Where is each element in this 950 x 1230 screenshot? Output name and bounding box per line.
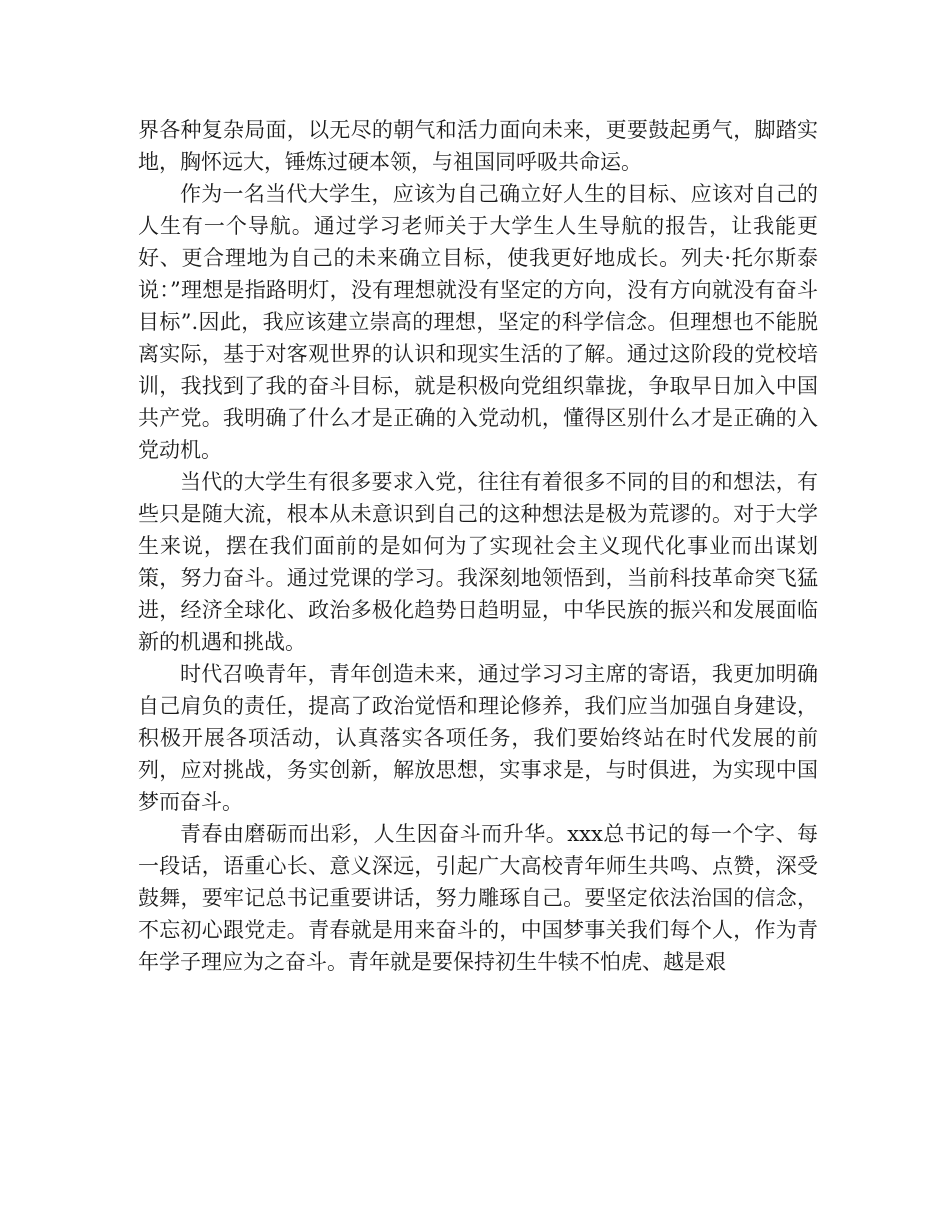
paragraph-2: 作为一名当代大学生，应该为自己确立好人生的目标、应该对自己的人生有一个导航。通过学习老师关于大学生人生导航的报告，让我能更好、更合理地为自己的未来确立目标，使我更好地成长。列夫·托尔斯泰说：”理想是指路明灯，没有理想就没有坚定的方向，没有方向就没有奋斗目标”.因此，我应该建立崇高的理想，坚定的科学信念。但理想也不能脱离实际，基于对客观世界的认识和现实生活的了解。通过这阶段的党校培训，我找到了我的奋斗目标，就是积极向党组织靠拢，争取早日加入中国共产党。我明确了什么才是正确的入党动机，懂得区别什么才是正确的入党动机。 (138, 182, 818, 462)
paragraph-1-continued: 界各种复杂局面，以无尽的朝气和活力面向未来，更要鼓起勇气，脚踏实地，胸怀远大，锤炼过硬本领，与祖国同呼吸共命运。 (138, 118, 818, 174)
paragraph-4: 时代召唤青年，青年创造未来，通过学习习主席的寄语，我更加明确自己肩负的责任，提高了政治觉悟和理论修养，我们应当加强自身建设，积极开展各项活动，认真落实各项任务，我们要始终站在时代发展的前列，应对挑战，务实创新，解放思想，实事求是，与时俱进，为实现中国梦而奋斗。 (138, 662, 818, 814)
document-body (138, 114, 818, 978)
paragraph-5: 青春由磨砺而出彩，人生因奋斗而升华。xxx总书记的每一个字、每一段话，语重心长、意义深远，引起广大高校青年师生共鸣、点赞，深受鼓舞，要牢记总书记重要讲话，努力雕琢自己。要坚定依法治国的信念，不忘初心跟党走。青春就是用来奋斗的，中国梦事关我们每个人，作为青年学子理应为之奋斗。青年就是要保持初生牛犊不怕虎、越是艰 (138, 822, 818, 974)
paragraph-3: 当代的大学生有很多要求入党，往往有着很多不同的目的和想法，有些只是随大流，根本从未意识到自己的这种想法是极为荒谬的。对于大学生来说，摆在我们面前的是如何为了实现社会主义现代化事业而出谋划策，努力奋斗。通过党课的学习。我深刻地领悟到，当前科技革命突飞猛进，经济全球化、政治多极化趋势日趋明显，中华民族的振兴和发展面临新的机遇和挑战。 (138, 470, 818, 654)
